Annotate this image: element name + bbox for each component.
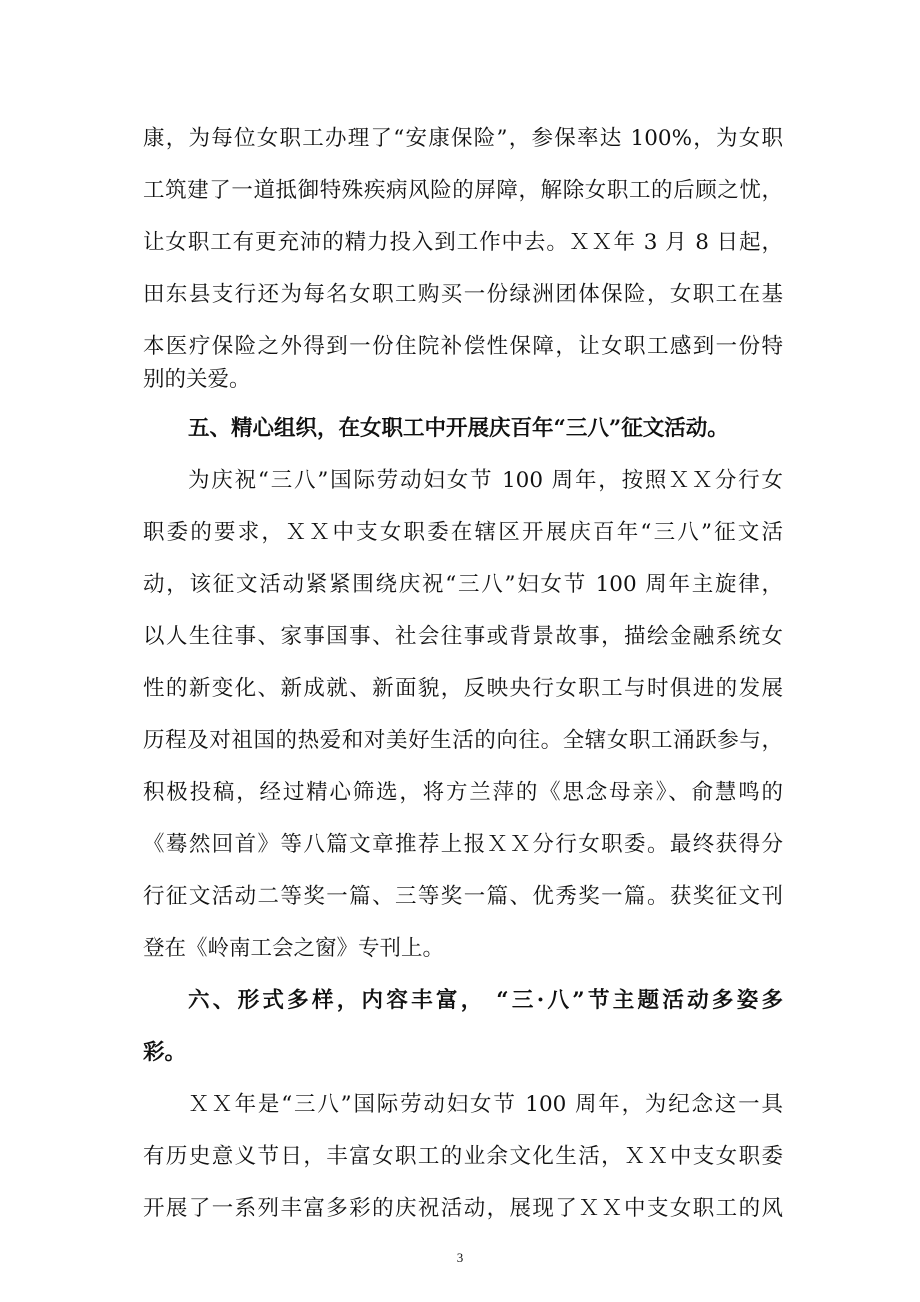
body-text-line: 行征文活动二等奖一篇、三等奖一篇、优秀奖一篇。获奖征文刊: [143, 884, 783, 909]
body-text-line: 让女职工有更充沛的精力投入到工作中去。ＸＸ年 3 月 8 日起，: [143, 230, 783, 255]
section-heading-6: 六、形式多样，内容丰富， “三·八”节主题活动多姿多: [188, 988, 783, 1013]
body-text-line: 别的关爱。: [143, 367, 251, 392]
body-text-line: 动，该征文活动紧紧围绕庆祝“三八”妇女节 100 周年主旋律，: [143, 572, 783, 597]
body-text-line: 开展了一系列丰富多彩的庆祝活动，展现了ＸＸ中支女职工的风: [143, 1196, 783, 1221]
body-text-line: 有历史意义节日，丰富女职工的业余文化生活，ＸＸ中支女职委: [143, 1144, 783, 1169]
body-text-line: 田东县支行还为每名女职工购买一份绿洲团体保险，女职工在基: [143, 282, 783, 307]
body-text-line: 职委的要求，ＸＸ中支女职委在辖区开展庆百年“三八”征文活: [143, 520, 783, 545]
body-text-line: 为庆祝“三八”国际劳动妇女节 100 周年，按照ＸＸ分行女: [188, 468, 783, 493]
body-text-line: 康，为每位女职工办理了“安康保险”，参保率达 100%，为女职: [143, 126, 783, 151]
body-text-line: 积极投稿，经过精心筛选，将方兰萍的《思念母亲》、俞慧鸣的: [143, 780, 783, 805]
body-text-line: 以人生往事、家事国事、社会往事或背景故事，描绘金融系统女: [143, 624, 783, 649]
body-text-line: 历程及对祖国的热爱和对美好生活的向往。全辖女职工涌跃参与，: [143, 728, 783, 753]
page-number: 3: [456, 1250, 464, 1265]
body-text-line: ＸＸ年是“三八”国际劳动妇女节 100 周年，为纪念这一具: [188, 1092, 783, 1117]
body-text-line: 工筑建了一道抵御特殊疾病风险的屏障，解除女职工的后顾之忧，: [143, 178, 783, 203]
body-text-line: 本医疗保险之外得到一份住院补偿性保障，让女职工感到一份特: [143, 334, 783, 359]
section-heading-6-continued: 彩。: [143, 1040, 187, 1065]
body-text-line: 《蓦然回首》等八篇文章推荐上报ＸＸ分行女职委。最终获得分: [143, 832, 783, 857]
section-heading-5: 五、精心组织，在女职工中开展庆百年“三八”征文活动。: [188, 416, 729, 441]
body-text-line: 登在《岭南工会之窗》专刊上。: [143, 936, 445, 961]
body-text-line: 性的新变化、新成就、新面貌，反映央行女职工与时俱进的发展: [143, 676, 783, 701]
